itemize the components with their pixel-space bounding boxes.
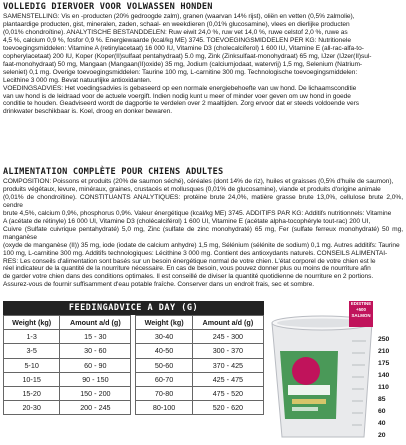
french-line: brute 4,5%, calcium 0,9%, phosphorus 0,9%. Valeur énergétique (kcal/kg ME) 3745. ADDITIFS PAR KG: Additifs nutritionnels: Vitamine: [3, 209, 392, 217]
dutch-line: van uw hond is de leidraad voor de actuele voergift. Indien nodig kunt u meer of minder voer geven om uw hond in goede: [3, 92, 351, 100]
dutch-line: SAMENSTELLING: Vis en -producten (20% gedroogde zalm), granen (waarvan 14% rijst), oliën en vetten (0,5% zalmolie),: [3, 13, 355, 20]
dutch-line: Lecithine 3 000 mg. Bevat natuurlijke antioxidanten.: [3, 76, 152, 84]
feeding-table-title: FEEDINGADVICE A DAY (G): [3, 301, 264, 315]
table-row: [4, 358, 264, 372]
cup-scale: [378, 334, 403, 442]
brand-name: EDISTINE: [350, 301, 372, 306]
dutch-line: (0,01% chondroïtine). ANALYTISCHE BESTANDDELEN: Ruw eiwit 24,0 %, ruw vet 14,0 %, ruwe celstof 2,0 %, ruwe as: [3, 28, 348, 36]
header-amount-left: Amount a/d (g): [60, 316, 131, 330]
table-row: [4, 386, 264, 400]
scale-value: 140: [378, 372, 390, 379]
french-line: produits végétaux, levure, minéraux, graines, crustacés et mollusques (0,01% de glucosamine), viande et produits d'origine animale: [3, 185, 381, 193]
scale-value: 40: [378, 420, 386, 427]
french-section: [3, 167, 403, 289]
weight-cell: 30-40: [136, 330, 192, 344]
amount-cell: 60 - 90: [60, 358, 131, 372]
feeding-advice-table: [3, 301, 264, 415]
table-row: [4, 344, 264, 358]
weight-cell: 5-10: [4, 358, 60, 372]
amount-cell: 520 - 620: [192, 401, 263, 415]
amount-cell: 90 - 150: [60, 372, 131, 386]
scale-value: 110: [378, 384, 389, 391]
scale-value: 60: [378, 408, 386, 415]
weight-cell: 1-3: [4, 330, 60, 344]
feeding-table-grid: [3, 315, 264, 415]
french-heading: ALIMENTATION COMPLÈTE POUR CHIENS ADULTES: [3, 167, 224, 177]
weight-cell: 15-20: [4, 386, 60, 400]
dutch-heading: VOLLEDIG DIERVOER VOOR VOLWASSEN HONDEN: [3, 2, 213, 12]
header-amount-right: Amount a/d (g): [192, 316, 263, 330]
french-line: COMPOSITION: Poissons et produits (20% de saumon séché), céréales (dont 14% de riz), huiles et graisses (0,5% d'huile de saumon),: [3, 178, 394, 185]
header-weight-left: Weight (kg): [4, 316, 60, 330]
amount-cell: 200 - 245: [60, 401, 131, 415]
scale-value: 250: [378, 336, 390, 343]
french-line: RES: Les conseils d'alimentation sont basés sur un besoin énergétique normal de votre chien. L'état corporel de votre chien est le: [3, 257, 376, 265]
pack-variety: SALMON: [351, 313, 371, 318]
dutch-line: toevoegingsmiddelen: Vitamine A (retinylacetaat) 16 000 IU, Vitamine D3 (cholecalciferol) 1 600 IU, Vitamine E (all-rac-alfa-to-: [3, 44, 364, 52]
french-line: de garder votre chien dans des conditions optimales. Il est conseillé de diviser la quantité quotidienne de nourriture en 2 portions.: [3, 273, 374, 281]
table-row: [4, 330, 264, 344]
pack-size: +500: [356, 307, 366, 312]
scale-value: 20: [378, 432, 386, 439]
table-header-row: [4, 316, 264, 330]
weight-cell: 70-80: [136, 386, 192, 400]
dutch-line: drinkwater beschikbaar is. Koel, droog en donker bewaren.: [3, 108, 173, 116]
weight-cell: 40-50: [136, 344, 192, 358]
dutch-line: VOEDINGSADVIES: Het voedingsadvies is gebaseerd op een normale energiebehoefte van uw hond. De lichaamsconditie: [3, 84, 357, 92]
dutch-line: conditie te houden. Geadviseerd wordt de dagportie te verdelen over 2 maaltijden. Zorg ervoor dat er steeds voldoende vers: [3, 100, 360, 108]
weight-cell: 80-100: [136, 401, 192, 415]
dutch-section: [3, 2, 403, 116]
amount-cell: 245 - 300: [192, 330, 263, 344]
french-line: 100 mg, L-carnitine 300 mg. Additifs technologiques: Lécithine 3 000 mg. Contient des antioxydants naturels. CONSEILS ALIMENTAI-: [3, 249, 388, 257]
dutch-line: 4,5 %, calcium 0,9 %, fosfor 0,9 %. Energiewaarde (kcal/kg ME) 3745. TOEVOEGINGSMIDDELEN PER KG: Nutritionele: [3, 36, 351, 44]
amount-cell: 30 - 60: [60, 344, 131, 358]
dutch-line: plantaardige producten, gist, mineralen, zaden, schaal- en weekdieren (0,01% glucosamine), vlees en dierlijke producten: [3, 20, 350, 28]
amount-cell: 150 - 200: [60, 386, 131, 400]
french-line: (oxyde de manganèse (II)) 35 mg, iode (iodate de calcium anhydre) 1,5 mg, Sélénium (sélénite de sodium) 0,1 mg. Autres additifs: Taurine: [3, 241, 400, 249]
amount-cell: 300 - 370: [192, 344, 263, 358]
weight-cell: 3-5: [4, 344, 60, 358]
french-body: [3, 178, 403, 289]
amount-cell: 15 - 30: [60, 330, 131, 344]
dutch-line: faat-monohydraat) 50 mg, Mangaan (Mangaan(II)oxide) 35 mg, Jodium (calciumjodaat, watervrij) 1,5 mg, Selenium (Natrium-: [3, 60, 363, 68]
amount-cell: 370 - 425: [192, 358, 263, 372]
weight-cell: 10-15: [4, 372, 60, 386]
weight-cell: 60-70: [136, 372, 192, 386]
weight-cell: 50-60: [136, 358, 192, 372]
amount-cell: 475 - 520: [192, 386, 263, 400]
dutch-line: seleniet) 0,1 mg. Overige toevoegingsmiddelen: Taurine 100 mg, L-carnitine 300 mg. Technologische toevoegingsmiddelen:: [3, 68, 358, 76]
french-line: A (acétate de rétinyle) 16 000 UI, Vitamine D3 (cholécalciférol) 1 600 UI, Vitamine E (acétate alpha-tocophéryle tout-rac) 200 UI,: [3, 217, 371, 225]
french-line: (0,01% de chondroïtine). CONSTITUANTS ANALYTIQUES: protéine brute 24,0%, matière grasse brute 13,0%, cellulose brute 2,0%, cendre: [3, 193, 403, 209]
amount-cell: 425 - 475: [192, 372, 263, 386]
scale-value: 210: [378, 348, 390, 355]
table-row: [4, 372, 264, 386]
french-line: Assurez-vous de fournir suffisamment d'eau potable fraîche. Conserver dans un endroit frais, sec et sombre.: [3, 281, 314, 289]
scale-value: 175: [378, 360, 390, 367]
french-line: Cuivre (Sulfate cuivrique pentahydraté) 5,0 mg, Zinc (sulfate de zinc monohydraté) 65 mg, Fer (sulfate ferreux monohydraté) 50 mg, manganèse: [3, 225, 403, 241]
french-line: réel indicateur de la quantité de la nourriture nécessaire. En cas de besoin, vous pouvez donner plus ou moins de nourriture afin: [3, 265, 371, 273]
brand-pack-badge: [349, 301, 373, 327]
dutch-line: copherylacetaat) 200 IU, Koper (Koper(II)sulfaat pentahydraat) 5.0 mg, Zink (Zinksulfaat-monohydraat) 65 mg, IJzer (IJzer(II)sul-: [3, 52, 372, 60]
dutch-body: [3, 13, 403, 116]
scale-value: 85: [378, 396, 386, 403]
table-row: [4, 401, 264, 415]
header-weight-right: Weight (kg): [136, 316, 192, 330]
weight-cell: 20-30: [4, 401, 60, 415]
measuring-cup-illustration: [266, 301, 403, 440]
